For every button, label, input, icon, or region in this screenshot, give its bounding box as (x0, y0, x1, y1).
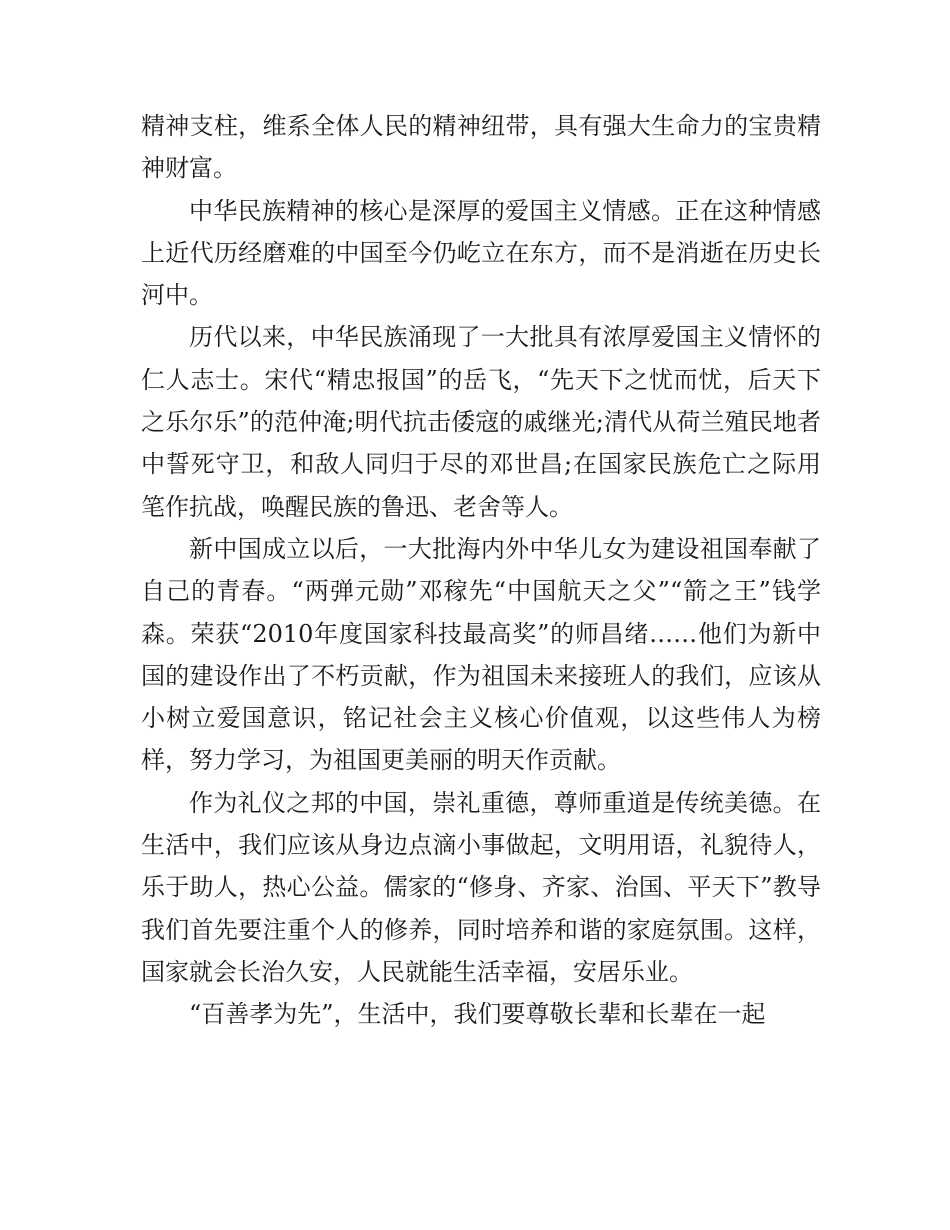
paragraph-patriots-history: 历代以来，中华民族涌现了一大批具有浓厚爱国主义情怀的仁人志士。宋代“精忠报国”的岳飞，“先天下之忧而忧，后天下之乐尔乐”的范仲淹;明代抗击倭寇的戚继光;清代从荷兰殖民地者中誓死守卫，和敌人同归于尽的邓世昌;在国家民族危亡之际用笔作抗战，唤醒民族的鲁迅、老舍等人。 (141, 323, 821, 521)
paragraph-continuation: 精神支柱，维系全体人民的精神纽带，具有强大生命力的宝贵精神财富。 (141, 112, 821, 183)
paragraph-national-spirit: 中华民族精神的核心是深厚的爱国主义情感。正在这种情感上近代历经磨难的中国至今仍屹立在东方，而不是消逝在历史长河中。 (141, 196, 821, 310)
paragraph-filial-piety: “百善孝为先”，生活中，我们要尊敬长辈和长辈在一起 (189, 1000, 766, 1029)
document-page (141, 105, 821, 1036)
paragraph-etiquette: 作为礼仪之邦的中国，崇礼重德，尊师重道是传统美德。在生活中，我们应该从身边点滴小事做起，文明用语，礼貌待人，乐于助人，热心公益。儒家的“修身、齐家、治国、平天下”教导我们首先要注重个人的修养，同时培养和谐的家庭氛围。这样，国家就会长治久安，人民就能生活幸福，安居乐业。 (141, 788, 821, 986)
paragraph-new-china: 新中国成立以后，一大批海内外中华儿女为建设祖国奉献了自己的青春。“两弹元勋”邓稼先“中国航天之父”“箭之王”钱学森。荣获“2010年度国家科技最高奖”的师昌绪……他们为新中国的建设作出了不朽贡献，作为祖国未来接班人的我们，应该从小树立爱国意识，铭记社会主义核心价值观，以这些伟人为榜样，努力学习，为祖国更美丽的明天作贡献。 (141, 534, 821, 775)
